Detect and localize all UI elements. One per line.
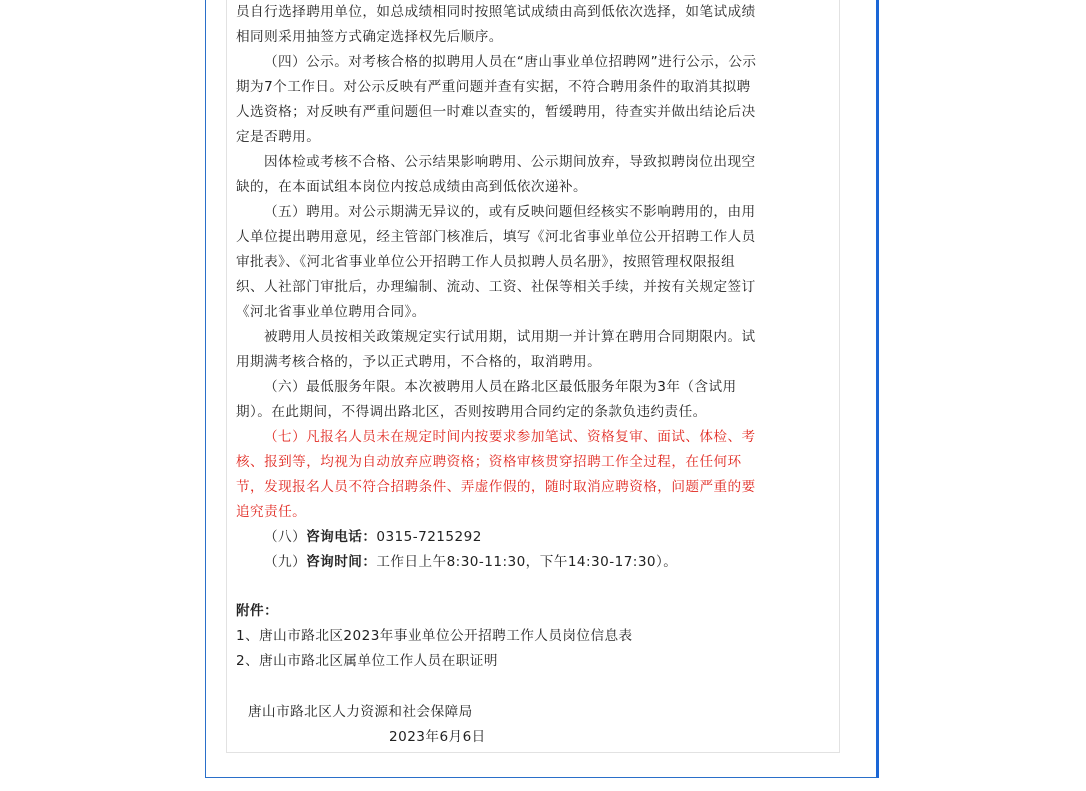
text-line: 用期满考核合格的，予以正式聘用，不合格的，取消聘用。 bbox=[236, 354, 602, 370]
attachment-link[interactable]: 1、唐山市路北区2023年事业单位公开招聘工作人员岗位信息表 bbox=[236, 628, 633, 644]
text-line: 定是否聘用。 bbox=[236, 129, 321, 145]
warning-line: 节，发现报名人员不符合招聘条件、弄虚作假的，随时取消应聘资格，问题严重的要 bbox=[236, 479, 756, 495]
text-line: 人单位提出聘用意见，经主管部门核准后，填写《河北省事业单位公开招聘工作人员 bbox=[236, 229, 756, 245]
text-line: 员自行选择聘用单位，如总成绩相同时按照笔试成绩由高到低依次选择，如笔试成绩 bbox=[236, 4, 756, 20]
attachments-heading: 附件： bbox=[236, 603, 279, 619]
text-line: （四）公示。对考核合格的拟聘用人员在“唐山事业单位招聘网”进行公示，公示 bbox=[264, 54, 757, 70]
contact-phone-label: 咨询电话： bbox=[306, 529, 377, 545]
contact-time-prefix: （九） bbox=[264, 554, 307, 570]
text-line: 缺的，在本面试组本岗位内按总成绩由高到低依次递补。 bbox=[236, 179, 588, 195]
attachment-link[interactable]: 2、唐山市路北区属单位工作人员在职证明 bbox=[236, 653, 498, 669]
contact-time-label: 咨询时间： bbox=[306, 554, 377, 570]
signature-org: 唐山市路北区人力资源和社会保障局 bbox=[248, 704, 473, 720]
contact-phone-prefix: （八） bbox=[264, 529, 307, 545]
text-line: 期为7个工作日。对公示反映有严重问题并查有实据，不符合聘用条件的取消其拟聘 bbox=[236, 79, 751, 95]
contact-phone bbox=[264, 525, 482, 550]
text-line: 《河北省事业单位聘用合同》。 bbox=[236, 304, 426, 320]
text-line: （五）聘用。对公示期满无异议的，或有反映问题但经核实不影响聘用的，由用 bbox=[264, 204, 756, 220]
text-line: 被聘用人员按相关政策规定实行试用期，试用期一并计算在聘用合同期限内。试 bbox=[264, 329, 756, 345]
warning-line: 追究责任。 bbox=[236, 504, 307, 520]
contact-phone-value: 0315-7215292 bbox=[376, 529, 482, 545]
text-line: （六）最低服务年限。本次被聘用人员在路北区最低服务年限为3年（含试用 bbox=[264, 379, 737, 395]
text-line: 人选资格；对反映有严重问题但一时难以查实的，暂缓聘用，待查实并做出结论后决 bbox=[236, 104, 756, 120]
contact-time bbox=[264, 550, 677, 575]
warning-line: （七）凡报名人员未在规定时间内按要求参加笔试、资格复审、面试、体检、考 bbox=[264, 429, 756, 445]
text-line: 审批表》、《河北省事业单位公开招聘工作人员拟聘人员名册》，按照管理权限报组 bbox=[236, 254, 736, 270]
contact-time-value: 工作日上午8:30-11:30，下午14:30-17:30）。 bbox=[376, 554, 678, 570]
text-line: 因体检或考核不合格、公示结果影响聘用、公示期间放弃，导致拟聘岗位出现空 bbox=[264, 154, 756, 170]
warning-line: 核、报到等，均视为自动放弃应聘资格；资格审核贯穿招聘工作全过程，在任何环 bbox=[236, 454, 742, 470]
signature-date: 2023年6月6日 bbox=[389, 729, 486, 745]
text-line: 织、人社部门审批后，办理编制、流动、工资、社保等相关手续，并按有关规定签订 bbox=[236, 279, 756, 295]
text-line: 相同则采用抽签方式确定选择权先后顺序。 bbox=[236, 29, 503, 45]
text-line: 期）。在此期间，不得调出路北区，否则按聘用合同约定的条款负违约责任。 bbox=[236, 404, 707, 420]
